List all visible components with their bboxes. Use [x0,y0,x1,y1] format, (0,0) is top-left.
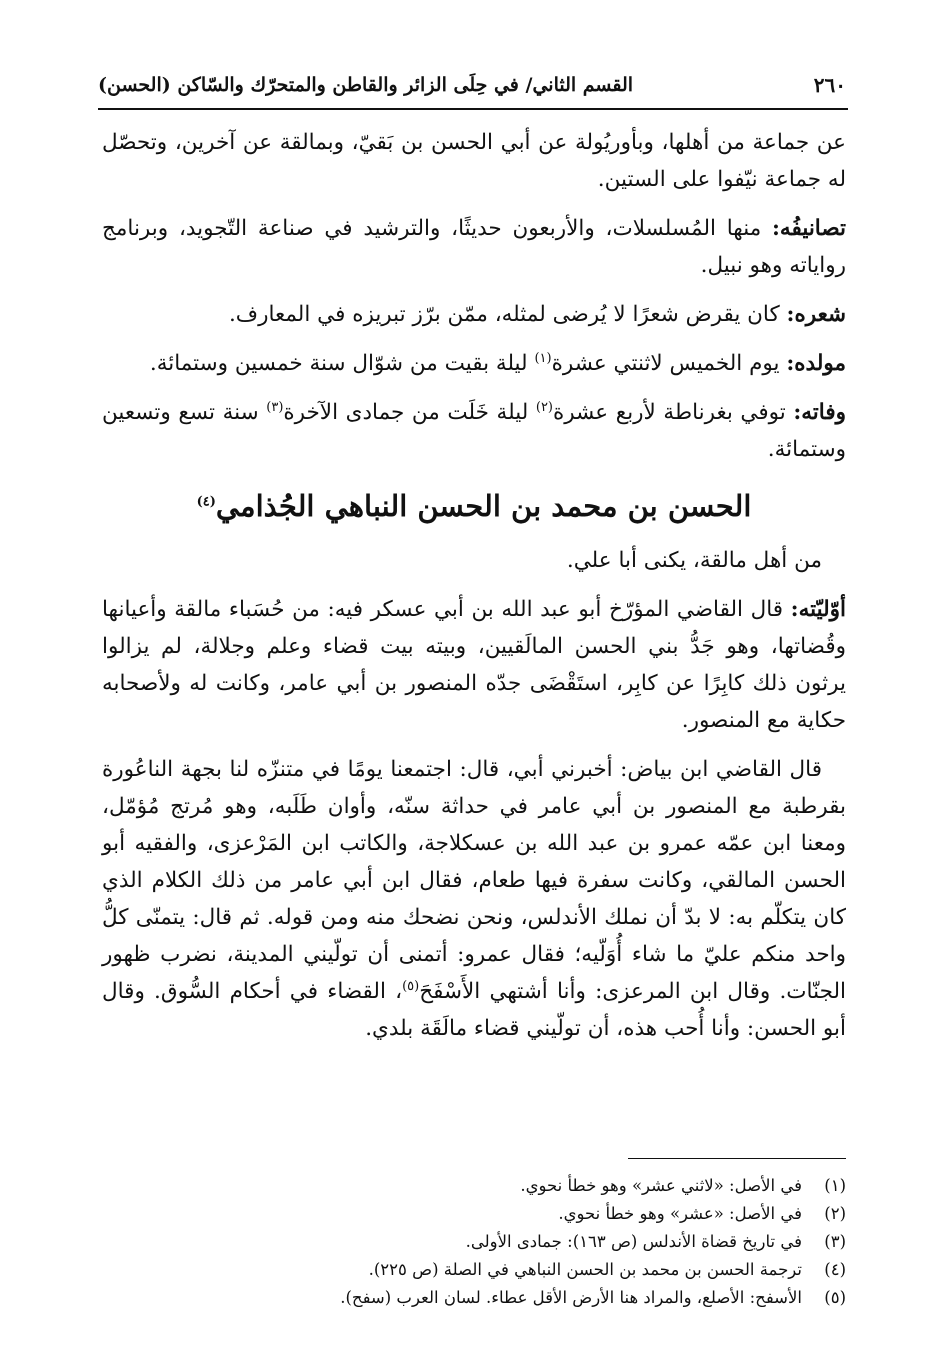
paragraph-shir [102,296,846,333]
label-shir: شعره: [786,302,846,327]
text-awwaliyyah: قال القاضي المؤرّخ أبو عبد الله بن أبي عسكر فيه: من حُسَباء مالقة وأعيانها وقُضاتها، وهو جَدُّ بني الحسن المالَقيين، وبيته بيت قضاء وعلم وجلالة، لم يزالوا يرثون ذلك كابِرًا عن كابِر، استَقْضَى جدّه المنصور بن أبي عامر، وكانت له ولأصحابه حكاية مع المنصور. [102,597,846,733]
footnote-number: (٣) [824,1232,846,1251]
header-divider [98,108,848,110]
text-wafat-c: سنة تسع وتسعين وستمائة. [102,400,846,462]
footnote-text: في تاريخ قضاة الأندلس (ص ١٦٣): جمادى الأولى. [465,1232,802,1251]
footnote-ref-1[interactable]: (١) [534,350,552,366]
paragraph-intro: عن جماعة من أهلها، وبأوريُولة عن أبي الحسن بن بَقيّ، وبمالقة عن آخرين، وتحصّل له جماعة نيّفوا على الستين. [102,130,846,192]
footnote-number: (٢) [824,1204,846,1223]
text-wafat-b: ليلة خَلَت من جمادى الآخرة [283,400,536,425]
footnote-ref-2[interactable]: (٢) [535,399,553,415]
text-story-a: قال القاضي ابن بياض: أخبرني أبي، قال: اجتمعنا يومًا في متنزّه لنا بجهة الناعُورة بقرطبة مع المنصور بن أبي عامر في حداثة سنّه، وأوان طَلَبه، وهو مُرتج مُؤمّل، ومعنا ابن عمّه عمرو بن عبد الله بن عسكلاجة، والكاتب ابن المَرْعزى، والفقيه أبو الحسن المالقي، وكانت سفرة فيها طعام، فقال ابن أبي عامر من ذلك الكلام الذي كان يتكلّم به: لا بدّ أن نملك الأندلس، ونحن نضحك منه ومن قوله. ثم قال: يتمنّى كلُّ واحد منكم عليّ ما شاء أُوَلّيه؛ فقال عمرو: أتمنى أن تولّيني المدينة، نضرب ظهور الجنّات. وقال ابن المرعزى: وأنا أشتهي الأَسْفَحَ [102,757,846,1004]
page-header [98,70,846,100]
text-mawlid-b: ليلة بقيت من شوّال سنة خمسين وستمائة. [149,351,535,376]
paragraph-tasanif [102,210,846,284]
footnote-5 [260,1284,846,1312]
footnote-number: (٤) [824,1260,846,1279]
footnote-ref-4[interactable]: (٤) [196,494,216,510]
biography-title [102,484,846,528]
footnote-text: في الأصل: «لاثني عشر» وهو خطأ نحوي. [520,1176,802,1195]
page-number: ٢٦٠ [813,73,846,97]
footnote-ref-5[interactable]: (٥) [402,978,420,994]
footnote-ref-3[interactable]: (٣) [266,399,284,415]
label-wafat: وفاته: [793,400,846,425]
footnotes [260,1172,846,1312]
main-text [102,124,846,1059]
footnote-text: ترجمة الحسن بن محمد بن الحسن النباهي في الصلة (ص ٢٢٥). [368,1260,802,1279]
footnote-text: الأسفح: الأصلع، والمراد هنا الأرض الأقل عطاء. لسان العرب (سفح). [340,1288,802,1307]
paragraph-mawlid [102,345,846,382]
footnote-1 [260,1172,846,1200]
text-shir: كان يقرض شعرًا لا يُرضى لمثله، ممّن برّز تبريزه في المعارف. [228,302,787,327]
paragraph-origin: من أهل مالقة، يكنى أبا علي. [566,548,822,573]
text-story-b: ، القضاء في أحكام السُّوق. وقال أبو الحسن: وأنا أُحب هذه، أن تولّيني قضاء مالَقَة بلدي. [102,979,846,1041]
footnote-2 [260,1200,846,1228]
label-mawlid: مولده: [786,351,846,376]
biography-title-text: الحسن بن محمد بن الحسن النباهي الجُذامي [215,489,752,523]
footnotes-divider [628,1158,846,1159]
paragraph-awwaliyyah [102,591,846,739]
running-title: القسم الثاني/ في حِلَى الزائر والقاطن والمتحرّك والسّاكن (الحسن) [98,74,634,96]
footnote-4 [260,1256,846,1284]
footnote-number: (١) [824,1176,846,1195]
text-tasanif: منها المُسلسلات، والأربعون حديثًا، والترشيد في صناعة التّجويد، وبرنامج رواياته وهو نبيل. [102,216,846,278]
text-mawlid-a: يوم الخميس لاثنتي عشرة [551,351,787,376]
paragraph-wafat [102,394,846,468]
text-wafat-a: توفي بغرناطة لأربع عشرة [553,400,794,425]
footnote-3 [260,1228,846,1256]
footnote-text: في الأصل: «عشر» وهو خطأ نحوي. [558,1204,802,1223]
label-tasanif: تصانيفُه: [772,216,846,241]
footnote-number: (٥) [824,1288,846,1307]
label-awwaliyyah: أوّليّته: [790,597,846,622]
paragraph-story [102,751,846,1047]
